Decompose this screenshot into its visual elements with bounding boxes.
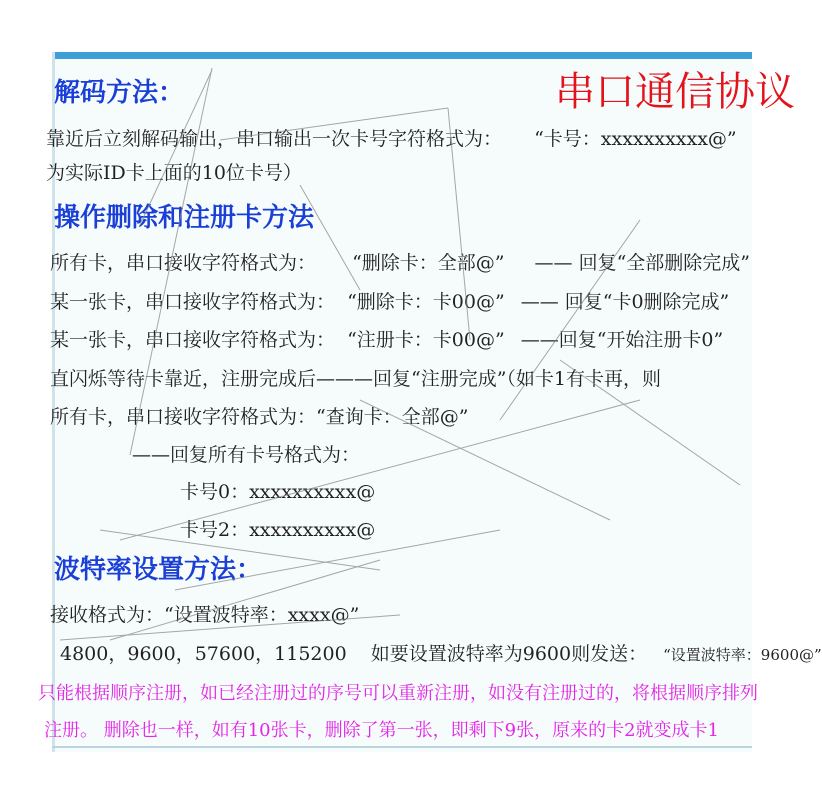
heading-decode: 解码方法： (54, 78, 185, 108)
card-line-0: 卡号0：xxxxxxxxxx@ (180, 481, 376, 503)
decode-line-2: 为实际ID卡上面的10位卡号） (46, 162, 302, 184)
scratch-line (100, 530, 380, 570)
scratch-line (220, 108, 448, 140)
ops-line-2-text: 某一张卡，串口接收字符格式为： (50, 291, 336, 313)
ops-line-2-reply: —— 回复“卡0删除完成” (520, 291, 730, 313)
ops-line-2-format: “删除卡：卡00@” (347, 291, 505, 313)
scratch-line (130, 68, 212, 455)
note-line-1: 只能根据顺序注册，如已经注册过的序号可以重新注册，如没有注册过的，将根据顺序排列 (38, 683, 758, 704)
scratch-line (560, 360, 740, 485)
ops-line-3-reply: ——回复“开始注册卡0” (520, 329, 724, 351)
baud-example: 如要设置波特率为9600则发送： (370, 643, 648, 665)
ops-line-3-format: “注册卡：卡00@” (347, 329, 505, 351)
ops-line-1-text: 所有卡，串口接收字符格式为： (50, 252, 317, 274)
heading-ops: 操作删除和注册卡方法 (54, 203, 315, 233)
reply-all-line: ——回复所有卡号格式为： (132, 444, 361, 466)
decode-line-1-text: 靠近后立刻解码输出，串口输出一次卡号字符格式为： (46, 128, 503, 150)
note-line-2: 注册。 删除也一样，如有10张卡，删除了第一张，即剩下9张，原来的卡2就变成卡1 (44, 720, 719, 741)
scratch-line (175, 530, 500, 590)
page-title: 串口通信协议 (555, 69, 795, 115)
scratch-line (500, 220, 640, 420)
baud-line-1: 接收格式为：“设置波特率：xxxx@” (50, 604, 360, 626)
scratch-line (448, 108, 470, 340)
baud-rates: 4800，9600，57600，115200 (60, 643, 347, 665)
ops-line-1-format: “删除卡：全部@” (352, 252, 505, 274)
heading-baud: 波特率设置方法： (54, 555, 263, 585)
card-line-2: 卡号2：xxxxxxxxxx@ (180, 519, 376, 541)
scratch-line (110, 560, 380, 640)
scratch-line (140, 70, 212, 225)
decode-line-1-format: “卡号：xxxxxxxxxx@” (534, 128, 737, 150)
ops-line-1-reply: —— 回复“全部删除完成” (534, 252, 751, 274)
scratch-line (120, 400, 640, 540)
scratch-line (60, 615, 400, 640)
scratch-line (300, 185, 360, 290)
baud-example-format: “设置波特率：9600@” (663, 646, 822, 664)
ops-line-3-text: 某一张卡，串口接收字符格式为： (50, 329, 336, 351)
ops-line-4: 直闪烁等待卡靠近，注册完成后———回复“注册完成”（如卡1有卡再，则 (50, 368, 662, 390)
ops-line-5: 所有卡，串口接收字符格式为：“查询卡：全部@” (50, 406, 469, 428)
